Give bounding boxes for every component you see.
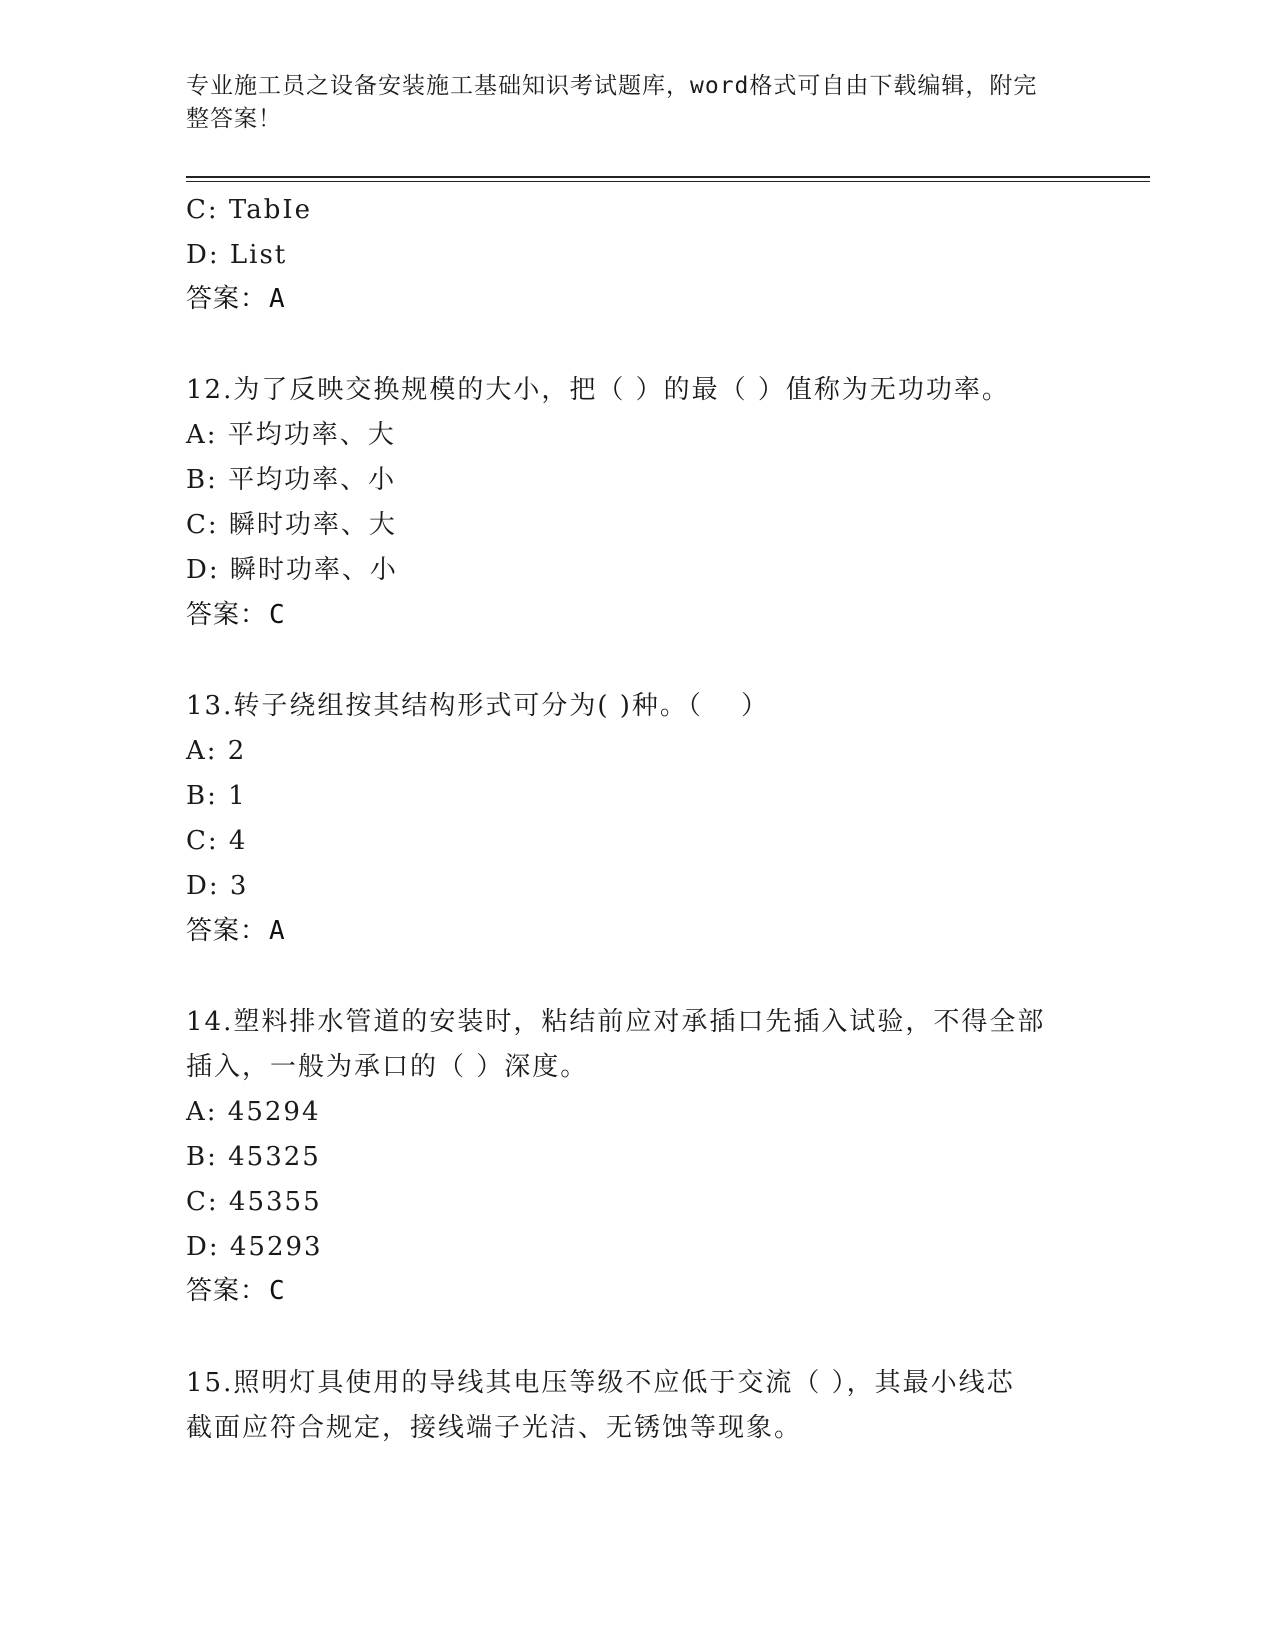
header-divider-thin <box>186 181 1150 182</box>
answer-label: 答案： <box>186 1276 268 1306</box>
answer-label: 答案： <box>186 284 268 314</box>
q12-answer <box>186 598 286 632</box>
q14-stem-line-1: 14.塑料排水管道的安装时，粘结前应对承插口先插入试验，不得全部 <box>186 1007 1046 1037</box>
q14-option-c: C: 45355 <box>186 1187 322 1217</box>
answer-value: C <box>269 1276 286 1306</box>
q13-option-d: D: 3 <box>186 871 249 901</box>
q13-answer <box>186 914 286 948</box>
answer-label: 答案： <box>186 916 268 946</box>
q14-option-d: D: 45293 <box>186 1232 323 1262</box>
q15-stem-line-2: 截面应符合规定，接线端子光洁、无锈蚀等现象。 <box>186 1413 803 1443</box>
answer-value: C <box>269 600 286 630</box>
answer-value: A <box>269 284 286 314</box>
q13-option-a: A: 2 <box>186 736 247 766</box>
header-divider-thick <box>186 176 1150 178</box>
q12-option-c: C: 瞬时功率、大 <box>186 510 397 540</box>
q12-stem: 12.为了反映交换规模的大小，把（ ）的最（ ）值称为无功功率。 <box>186 375 1010 405</box>
q12-option-d: D: 瞬时功率、小 <box>186 555 398 585</box>
q14-option-a: A: 45294 <box>186 1097 321 1127</box>
q13-option-c: C: 4 <box>186 826 248 856</box>
q14-option-b: B: 45325 <box>186 1142 321 1172</box>
header-line-2: 整答案！ <box>186 106 282 132</box>
q15-stem-line-1: 15.照明灯具使用的导线其电压等级不应低于交流（ ），其最小线芯 <box>186 1368 1015 1398</box>
q13-option-b: B: 1 <box>186 781 247 811</box>
q11-option-c: C: TabIe <box>186 195 313 225</box>
q12-option-b: B: 平均功率、小 <box>186 465 397 495</box>
q14-stem-line-2: 插入，一般为承口的（ ）深度。 <box>186 1052 589 1082</box>
answer-label: 答案： <box>186 600 268 630</box>
document-header <box>186 70 1066 136</box>
q13-stem: 13.转子绕组按其结构形式可分为( )种。（ ） <box>186 691 770 721</box>
q12-option-a: A: 平均功率、大 <box>186 420 396 450</box>
q11-answer <box>186 282 286 316</box>
answer-value: A <box>269 916 286 946</box>
header-line-1: 专业施工员之设备安装施工基础知识考试题库，word格式可自由下载编辑，附完 <box>186 73 1038 99</box>
q14-answer <box>186 1274 286 1308</box>
q11-option-d: D: List <box>186 240 288 270</box>
